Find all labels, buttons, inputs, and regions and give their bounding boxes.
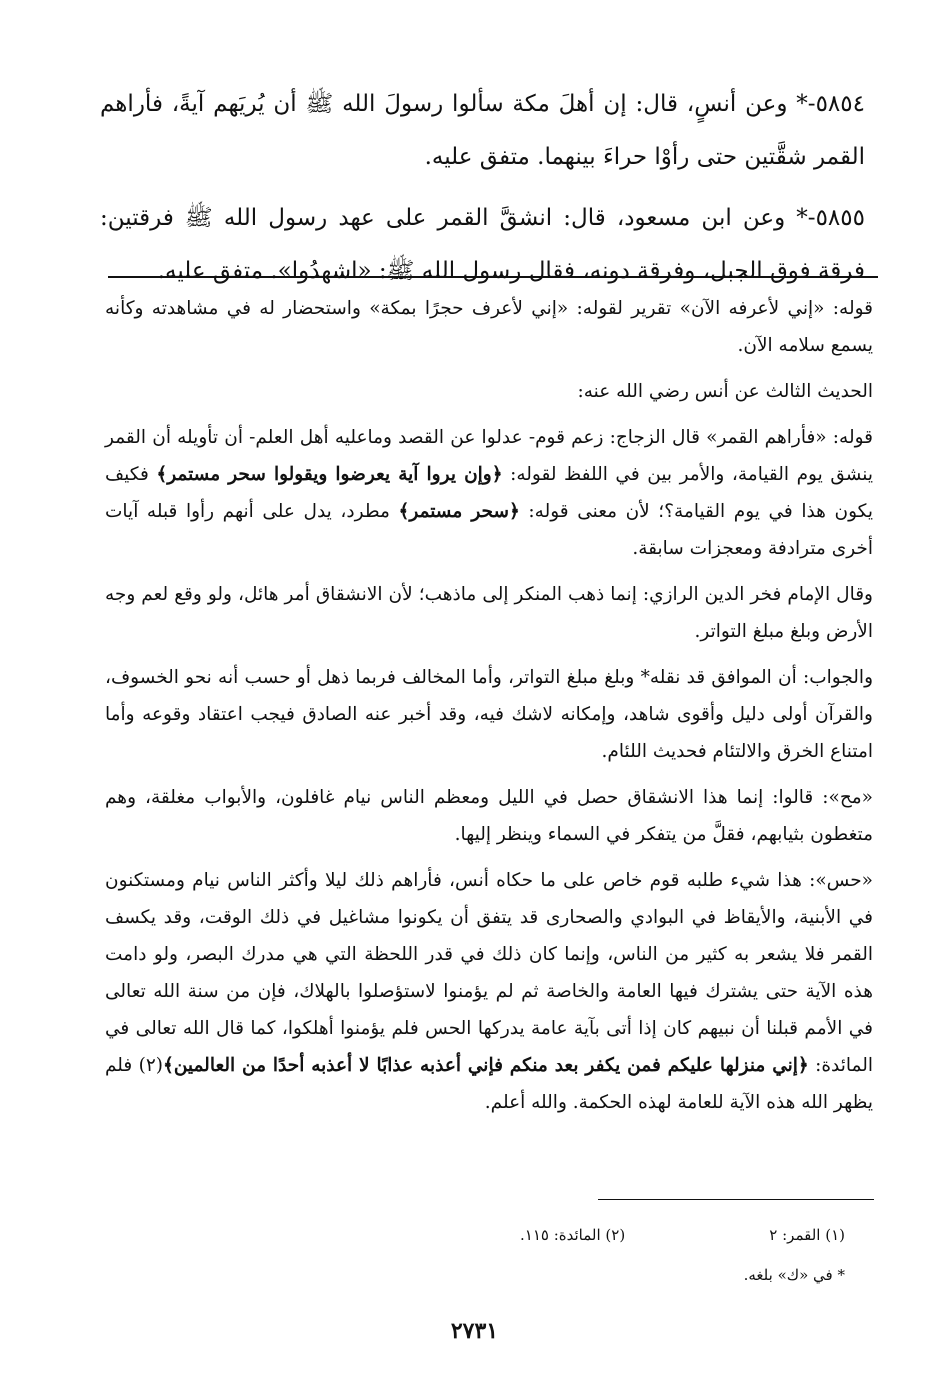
- footnotes: [520, 1216, 845, 1294]
- commentary-text: «حس»: هذا شيء طلبه قوم خاص على ما حكاه أنس، فأراهم ذلك ليلا وأكثر الناس نيام ومستكنون في الأبنية، والأيقاظ في البوادي والصحارى قد يتفق أن يكونوا مشاغيل في ذلك الوقت، وقد يكسف القمر فلا يشعر به كثير من الناس، وإنما كان ذلك في قدر اللحظة التي هي مدرك البصر، ولو دامت هذه الآية حتى يشترك فيها العامة والخاصة ثم لم يؤمنوا لاستؤصلوا بالهلاك، فإن من سنة الله تعالى في الأمم قبلنا أن نبيهم كان إذا أتى بآية عامة يدركها الحس فلم يؤمنوا أهلكوا، كما قال الله تعالى في المائدة:: [105, 870, 873, 1076]
- footnote-row: [520, 1216, 845, 1254]
- quran-verse: ﴿سحر مستمر﴾: [398, 501, 520, 522]
- page-number: ٢٧٣١: [450, 1318, 499, 1344]
- footnote-divider: [598, 1199, 874, 1200]
- commentary-paragraph: [105, 419, 873, 567]
- hadith-5854: ٥٨٥٤-* وعن أنسٍ، قال: إن أهلَ مكة سألوا رسولَ الله ﷺ أن يُريَهم آيةً، فأراهم القمر شقَّتين حتى رأوْا حراءَ بينهما. متفق عليه.: [100, 91, 865, 170]
- commentary-section: [105, 290, 873, 1130]
- hadith-section: [100, 78, 865, 306]
- footnote-1: (١) القمر: ٢: [769, 1226, 845, 1244]
- commentary-paragraph: [105, 862, 873, 1121]
- commentary-paragraph: وقال الإمام فخر الدين الرازي: إنما ذهب المنكر إلى ماذهب؛ لأن الانشقاق أمر هائل، ولو وقع لعم وجه الأرض وبلغ مبلغ التواتر.: [105, 584, 873, 642]
- hadith-5855: ٥٨٥٥-* وعن ابن مسعود، قال: انشقَّ القمر على عهد رسول الله ﷺ فرقتين: فرقة فوق الجبل، وفرقة دونه، فقال رسول الله ﷺ: «اشهدُوا». متفق عليه.: [100, 205, 865, 284]
- section-divider: [108, 276, 878, 278]
- commentary-heading: الحديث الثالث عن أنس رضي الله عنه:: [577, 381, 873, 402]
- commentary-text: قوله: «فأراهم القمر» قال الزجاج: زعم قوم- عدلوا عن القصد وماعليه أهل العلم- أن تأويله أن القمر ينشق يوم القيامة، والأمر بين في اللفظ لقوله:: [105, 427, 873, 485]
- commentary-paragraph: «مح»: قالوا: إنما هذا الانشقاق حصل في الليل ومعظم الناس نيام غافلون، والأبواب مغلقة، وهم متغطون بثيابهم، فقلَّ من يتفكر في السماء وينظر إليها.: [105, 787, 873, 845]
- quran-verse: ﴿إني منزلها عليكم فمن يكفر بعد منكم فإني أعذبه عذابًا لا أعذبه أحدًا من العالمين﴾: [162, 1055, 809, 1076]
- quran-verse: ﴿وإن يروا آية يعرضوا ويقولوا سحر مستمر﴾: [156, 464, 503, 485]
- commentary-paragraph: والجواب: أن الموافق قد نقله* وبلغ مبلغ التواتر، وأما المخالف فربما ذهل أو حسب أنه نحو الخسوف، والقرآن أولى دليل وأقوى شاهد، وإمكانه لاشك فيه، وقد أخبر عنه الصادق فيجب اعتقاد وقوعه وأما امتناع الخرق والالتئام فحديث اللئام.: [105, 667, 873, 762]
- commentary-text: فكيف يكون هذا في يوم القيامة؟؛ لأن معنى قوله:: [105, 464, 874, 522]
- commentary-text: مطرد، يدل على أنهم رأوا قبله آيات أخرى مترادفة ومعجزات سابقة.: [105, 501, 873, 559]
- commentary-text: (٢) فلم يظهر الله هذه الآية للعامة لهذه الحكمة. والله أعلم.: [105, 1055, 873, 1113]
- footnote-2: (٢) المائدة: ١١٥.: [520, 1226, 626, 1244]
- commentary-paragraph: قوله: «إني لأعرفه الآن» تقرير لقوله: «إني لأعرف حجرًا بمكة» واستحضار له في مشاهدته وكأنه يسمع سلامه الآن.: [105, 298, 873, 356]
- footnote-variant-note: * في «ك» بلغه.: [743, 1266, 845, 1284]
